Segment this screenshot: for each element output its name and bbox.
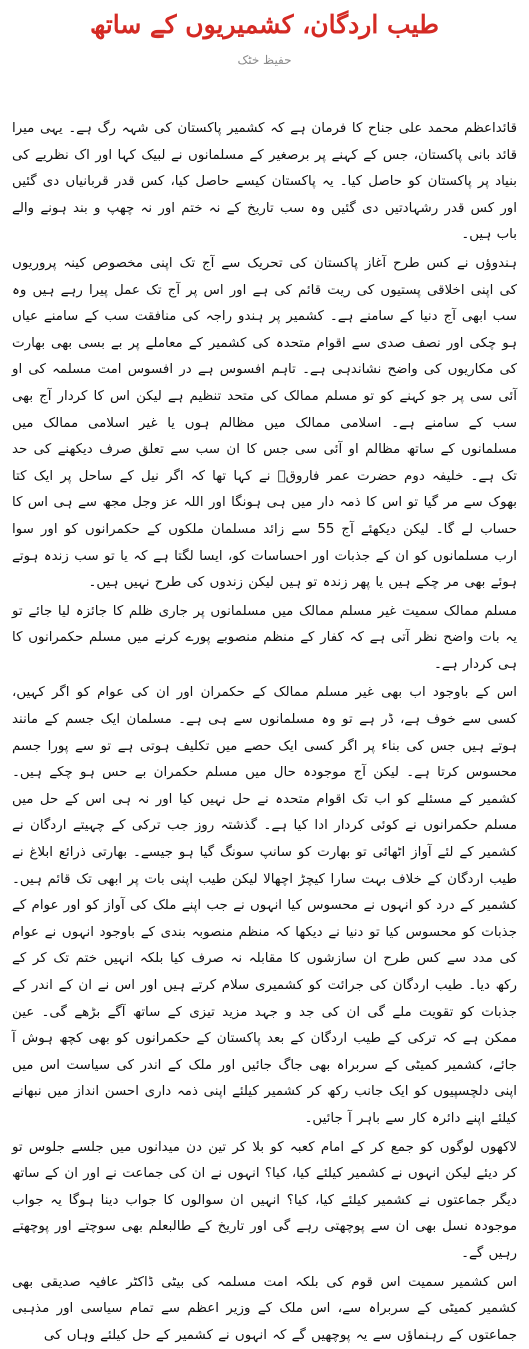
article-title: طیب اردگان، کشمیریوں کے ساتھ [90, 10, 439, 39]
paragraph: ہندوؤں نے کس طرح آغاز پاکستان کی تحریک سے آج تک اپنی مخصوص کینہ پروریوں کی اپنی اخلاقی پستیوں کی ریت قائم کی ہے اور اس پر آج تک عمل پیرا رہے ہیں وہ سب ابھی آج دنیا کے سامنے ہے۔ کشمیر پر ہندو راجہ کی منافقت سب کے سامنے عیاں ہو چکی اور نصف صدی سے اقوام متحدہ کی کشمیر کے معاملے پر بے بسی بھی بھارت کی مکاریوں کی واضح نشاندہی ہے۔ تاہم افسوس ہے در افسوس امت مسلمہ کی او آئی سی پر جو کہنے کو تو مسلم ممالک کی متحد تنظیم ہے لیکن اس کا کردار آج بھی سب کے سامنے ہے۔ اسلامی ممالک میں مظالم ہوں یا غیر اسلامی ممالک میں مسلمانوں کے ساتھ مظالم او آئی سی جس کا ان سب سے تعلق صرف دیکھنے کی حد تک ہے۔ خلیفہ دوم حضرت عمر فاروقؓ نے کہا تھا کہ اگر نیل کے ساحل پر ایک کتا بھوک سے مر گیا تو اس کا ذمہ دار میں ہی ہونگا اور اللہ عز وجل مجھ سے ہی اس کا حساب لے گا۔ لیکن دیکھئے آج 55 سے زائد مسلمان ملکوں کے حکمرانوں کو اور سوا ارب مسلمانوں کو ان کے جذبات اور احساسات کو، ایسا لگتا ہے کہ یا تو سب زندہ ہوتے ہوئے بھی مر چکے ہیں یا پھر زندہ تو ہیں لیکن زندوں کی طرح نہیں ہیں۔ [12, 255, 517, 591]
author-byline: حفیظ خٹک [237, 53, 292, 67]
article-body [12, 116, 517, 1349]
paragraph: اس کے باوجود اب بھی غیر مسلم ممالک کے حکمران اور ان کی عوام کو اگر کہیں، کسی سے خوف ہے، ڈر ہے تو وہ مسلمانوں سے ہی ہے۔ مسلمان ایک جسم کے مانند ہوتے ہیں جس کی بناء پر اگر کسی ایک حصے میں تکلیف ہوتی ہے تو سے پورا جسم محسوس کرتا ہے۔ لیکن آج موجودہ حال میں مسلم حکمران بے حس ہو چکے ہیں۔ کشمیر کے مسئلے کو اب تک اقوام متحدہ نے حل نہیں کیا اور نہ ہی اس کے حل میں مسلم حکمرانوں نے کوئی کردار ادا کیا ہے۔ گذشتہ روز جب ترکی کے چہیتے اردگان نے کشمیر کے لئے آواز اٹھائی تو بھارت کو سانپ سونگ گیا ہو جیسے۔ بھارتی ذرائع ابلاغ نے طیب اردگان کے خلاف بہت سارا کیچڑ اچھالا لیکن طیب اپنی بات پر ابھی تک قائم ہیں۔ کشمیر کے درد کو انہوں نے محسوس کیا انہوں نے جب اپنے ملک کی آواز کو اور عوام کے جذبات کو محسوس کیا تو دنیا نے دیکھا کہ منظم منصوبہ بندی کے باوجود انہوں نے عوام کی مدد سے کس طرح ان سازشوں کا مقابلہ نہ صرف کیا بلکہ انہیں ختم تک کر کے رکھ دیا۔ طیب اردگان کی جرائت کو کشمیری سلام کرتے ہیں اور اس نے ان کے اندر کے جذبات کو تقویت ملے گی ان کی جد و جہد مزید تیزی کے ساتھ آگے بڑھے گی۔ عین ممکن ہے کہ ترکی کے طیب اردگان کے بعد پاکستان کے حکمرانوں کو بھی کچھ ہوش آ جائے، کشمیر کمیٹی کے سربراہ بھی جاگ جائیں اور ملک کے اندر کی سیاست اس میں اپنی دلچسپیوں کو ایک جانب رکھ کر کشمیر کیلئے اپنی ذمہ داری احسن انداز میں نبھانے کیلئے اپنے دائرہ کار سے باہر آ جائیں۔ [12, 685, 517, 1126]
paragraph: لاکھوں لوگوں کو جمع کر کے امام کعبہ کو بلا کر تین دن میدانوں میں جلسے جلوس تو کر دیئے لیکن انہوں نے کشمیر کیلئے کیا، کیا؟ انہوں نے ان کی جماعت نے اور ان کے ساتھ دیگر جماعتوں نے کشمیر کیلئے کیا، کیا؟ انہیں ان سوالوں کا جواب دینا ہوگا یہ جواب موجودہ نسل بھی ان سے پوچھتی رہے گی اور تاریخ کے طالبعلم بھی سوچتے اور پوچھتے رہیں گے۔ [12, 1139, 517, 1261]
paragraph: قائداعظم محمد علی جناح کا فرمان ہے کہ کشمیر پاکستان کی شہہ رگ ہے۔ یہی میرا قائد بانی پاکستان، جس کے کہنے پر برصغیر کے مسلمانوں نے لبیک کہا اور اک نظریے کی بنیاد پر پاکستان کو حاصل کیا۔ یہ پاکستان کیسے حاصل کیا، کس قدر قربانیاں دی گئیں اور کس قدر رشہادتیں دی گئیں وہ سب تاریخ کے نہ ختم اور نہ چھپ و بند ہونے والے باب ہیں۔ [12, 121, 517, 243]
paragraph: مسلم ممالک سمیت غیر مسلم ممالک میں مسلمانوں پر جاری ظلم کا جائزہ لیا جائے تو یہ بات واضح نظر آتی ہے کہ کفار کے منظم منصوبے پورے کرنے میں مسلم حکمرانوں کا ہی کردار ہے۔ [12, 603, 517, 672]
header-spacer [12, 78, 517, 116]
paragraph: اس کشمیر سمیت اس قوم کی بلکہ امت مسلمہ کی بیٹی ڈاکٹر عافیہ صدیقی بھی کشمیر کمیٹی کے سربراہ سے، اس ملک کے وزیر اعظم سے تمام سیاسی اور مذہبی جماعتوں کے رہنماؤں سے یہ پوچھیں گے کہ انہوں نے کشمیر کے حل کیلئے وہاں کی [12, 1274, 517, 1343]
